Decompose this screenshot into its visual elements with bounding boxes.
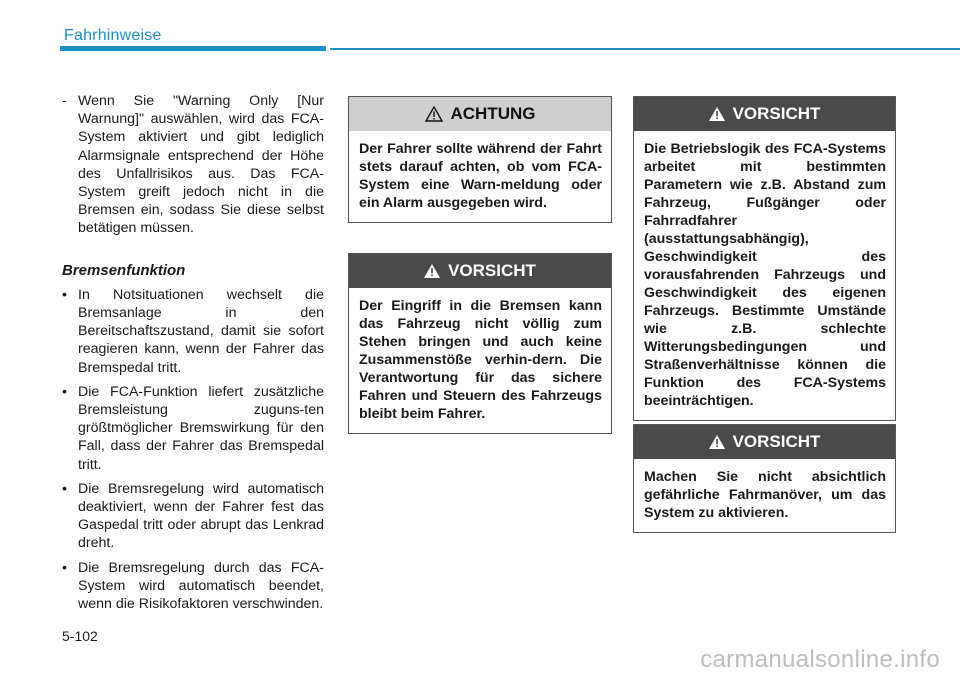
vorsicht-right-bottom-box [633,424,896,533]
vorsicht-middle-title: VORSICHT [448,261,536,280]
bullet-text: Die Bremsregelung wird automatisch deaktiviert, wenn der Fahrer fest das Gaspedal tritt oder abrupt das Lenkrad dreht. [78,480,324,552]
warning-outline-icon [425,106,443,122]
intro-item [62,92,324,238]
vorsicht-middle-box [348,253,612,434]
vorsicht-middle-header [349,254,611,288]
watermark: carmanualsonline.info [700,646,940,673]
subheading: Bremsenfunktion [62,261,186,279]
bullet-item [62,559,324,614]
achtung-header [349,97,611,131]
page-number: 5-102 [62,628,98,644]
vorsicht-right-bottom-text: Machen Sie nicht absichtlich gefährliche Fahrmanöver, um das System zu aktivieren. [644,469,886,521]
warning-filled-icon [709,435,725,449]
vorsicht-right-bottom-header [634,425,895,459]
bullet-item [62,383,324,474]
vorsicht-right-top-title: VORSICHT [732,104,821,123]
bullet-text: Die FCA-Funktion liefert zusätzliche Bremsleistung zuguns-ten größtmöglicher Bremswirkung für den Fall, dass der Fahrer das Bremspedal tritt. [78,383,324,473]
warning-filled-icon [424,264,440,278]
header-rule-thick [60,46,326,51]
vorsicht-middle-text: Der Eingriff in die Bremsen kann das Fahrzeug nicht völlig zum Stehen bringen und auch keine Zusammenstöße verhin-dern. Die Verantwortung für das sichere Fahren und Steuern des Fahrzeugs bleibt beim Fahrer. [359,298,602,422]
achtung-title: ACHTUNG [450,104,536,123]
bullet-marker: • [62,480,67,497]
dash-marker: - [62,93,67,109]
bullet-marker: • [62,286,67,303]
warning-filled-icon [709,107,725,121]
left-column [62,92,324,619]
vorsicht-right-top-text: Die Betriebslogik des FCA-Systems arbeitet mit bestimmten Parametern wie z.B. Abstand zum Fahrzeug, Fußgänger oder Fahrradfahrer (ausstattungsabhängig), Geschwindigkeit des vorausfahrenden Fahrzeugs und Geschwindigkeit des eigenen Fahrzeugs. Bestimmte Umstände wie z.B. schlechte Witterungsbedingungen und Straßenverhältnisse können die Funktion des FCA-Systems beeinträchtigen. [644,141,886,409]
bullet-marker: • [62,559,67,576]
achtung-box [348,96,612,223]
bullet-text: In Notsituationen wechselt die Bremsanlage in den Bereitschaftszustand, damit sie sofort reagieren kann, wenn der Fahrer das Bremspedal tritt. [78,286,324,376]
achtung-text: Der Fahrer sollte während der Fahrt stets darauf achten, ob vom FCA-System eine Warn-meldung oder ein Alarm ausgegeben wird. [359,141,602,211]
vorsicht-right-top-box [633,96,896,421]
section-title: Fahrhinweise [64,27,162,44]
bullet-marker: • [62,383,67,400]
vorsicht-right-top-header [634,97,895,131]
bullet-item [62,286,324,377]
vorsicht-right-bottom-title: VORSICHT [732,432,821,451]
header-rule-thin [330,48,960,50]
bullet-item [62,480,324,553]
intro-text: Wenn Sie "Warning Only [Nur Warnung]" auswählen, wird das FCA-System aktiviert und gibt lediglich Alarmsignale entsprechend der Höhe des Unfallrisikos aus. Das FCA-System greift jedoch nicht in die Bremsen ein, sodass Sie diese selbst betätigen müssen. [78,93,324,237]
bullet-text: Die Bremsregelung durch das FCA-System wird automatisch beendet, wenn die Risikofaktoren verschwinden. [78,559,324,613]
